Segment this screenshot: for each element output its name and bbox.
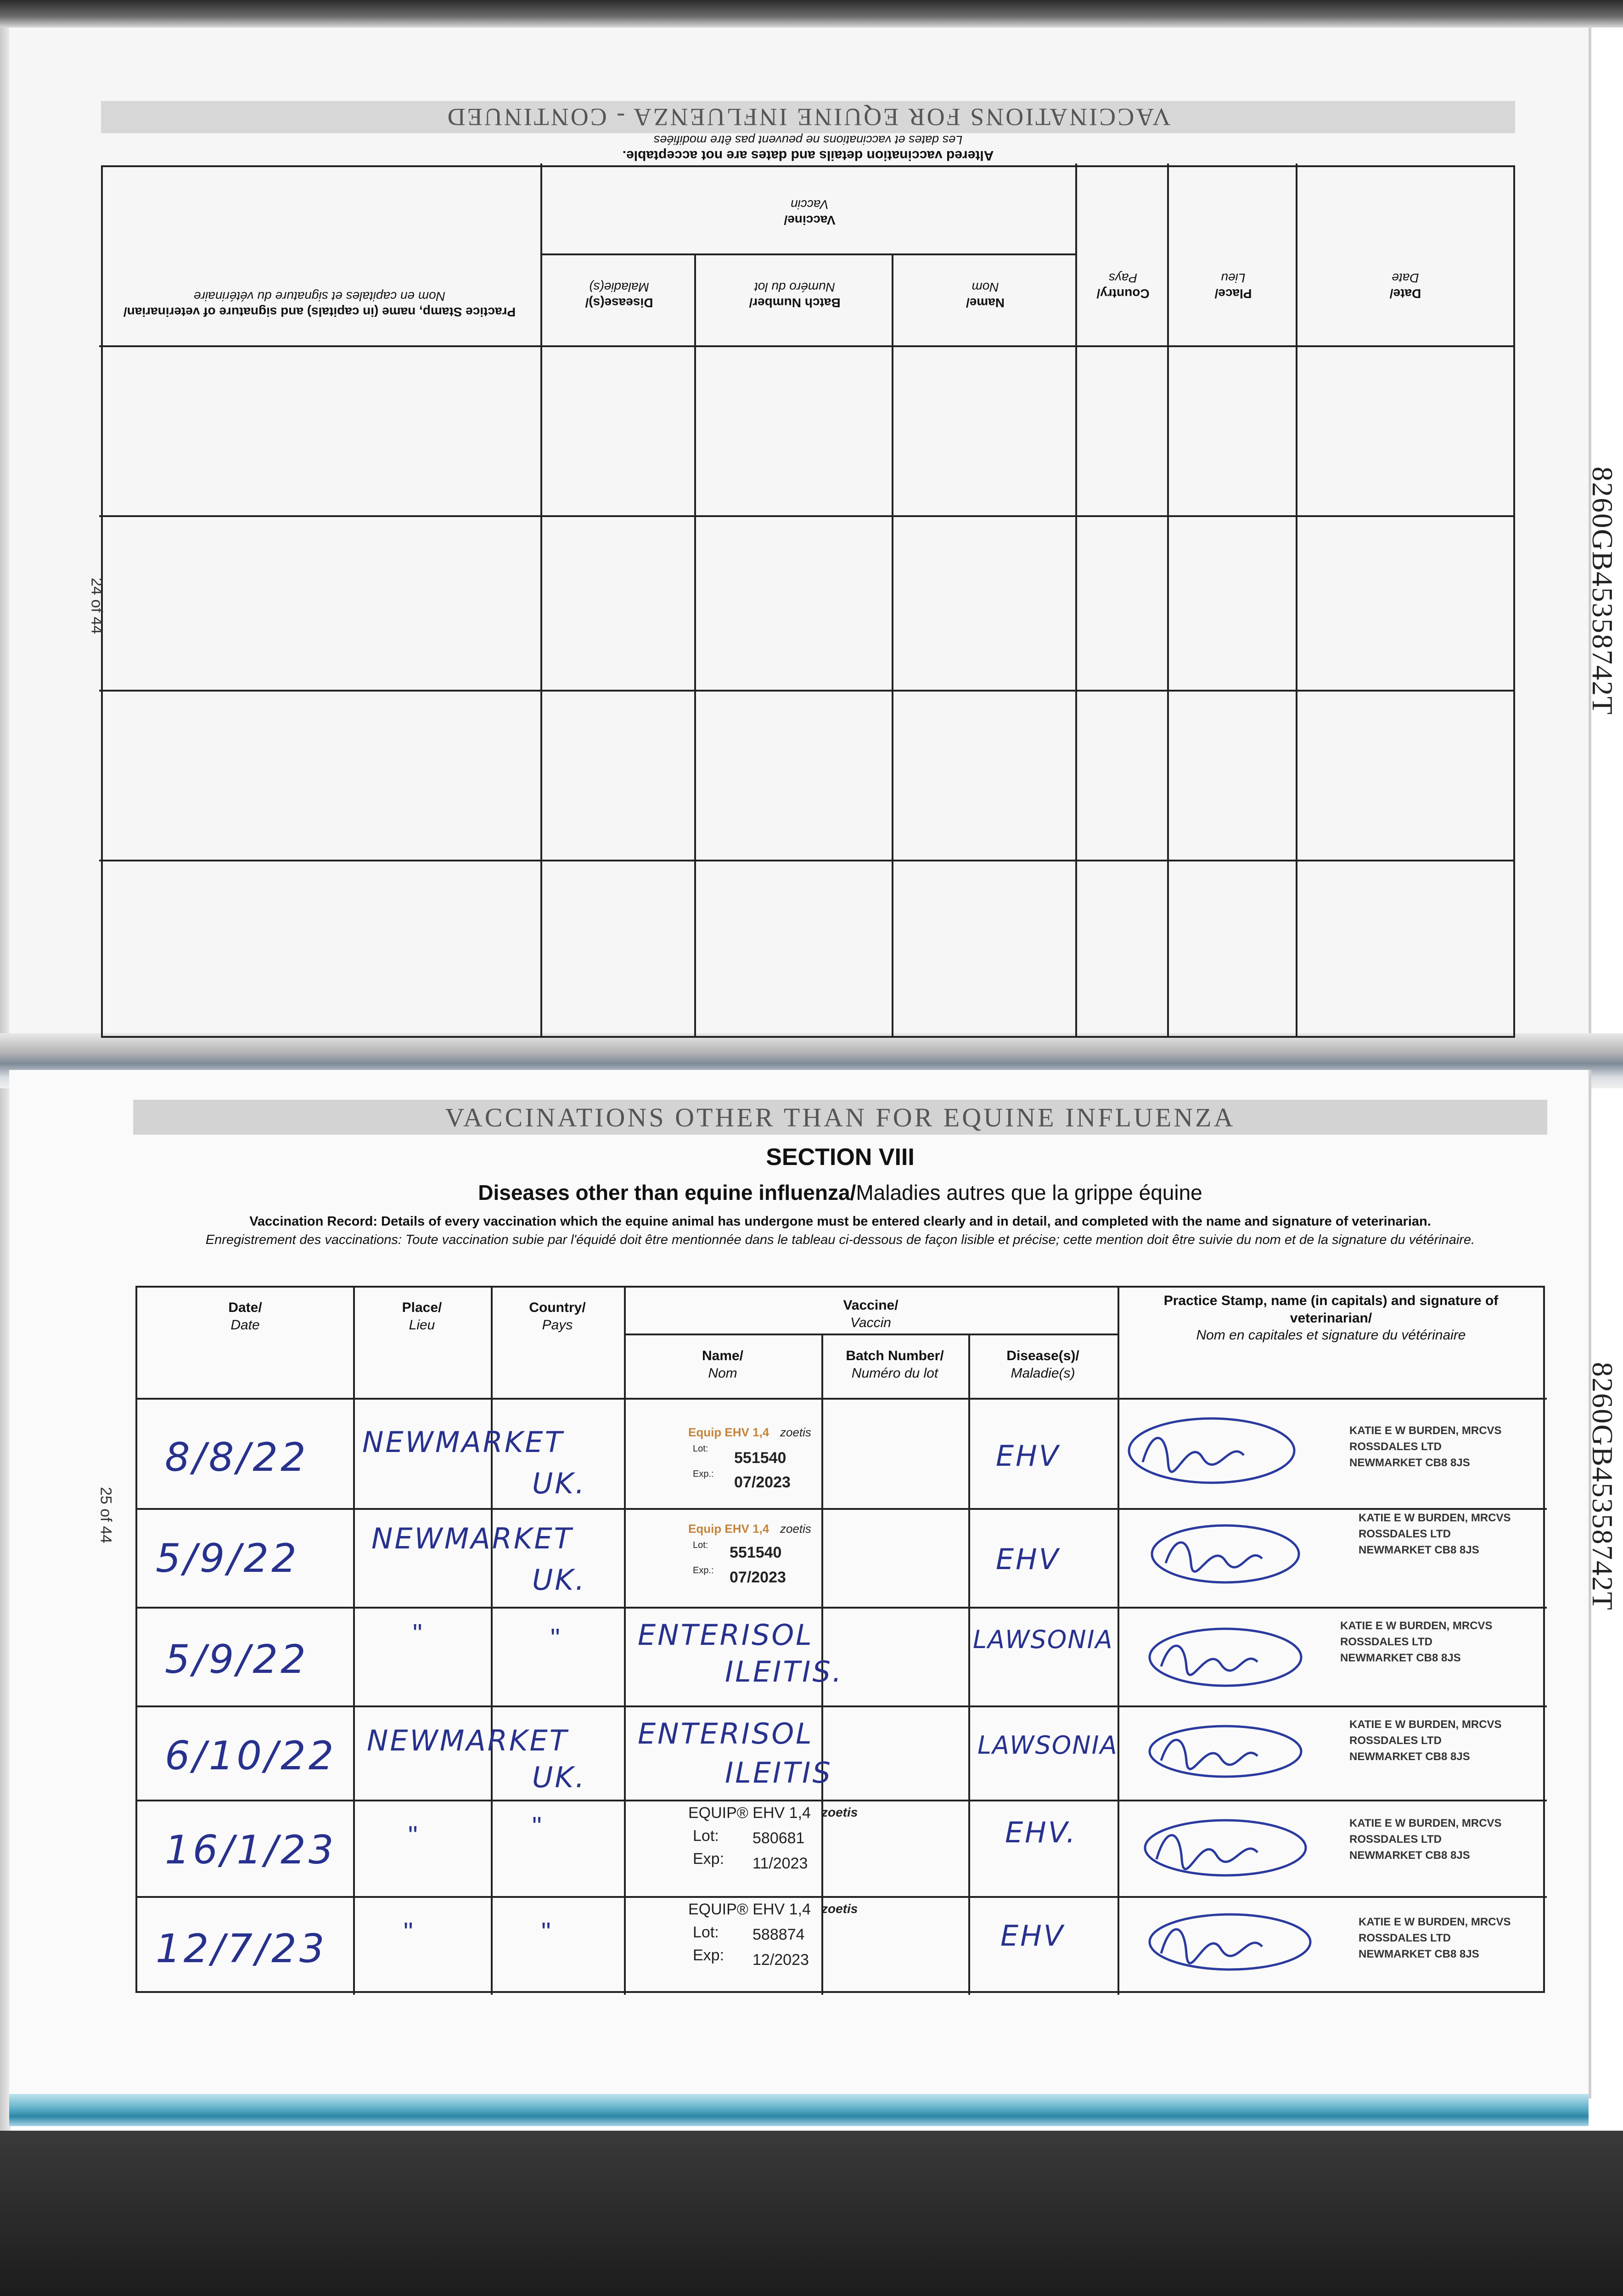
header-en: Batch Number/ — [846, 1348, 944, 1363]
header-fr: Vaccin — [791, 197, 829, 212]
row1-disease: EHV — [996, 1439, 1061, 1473]
row5-lot: 580681 — [753, 1829, 805, 1847]
header-name — [624, 1347, 821, 1382]
upper-band-title: VACCINATIONS FOR EQUINE INFLUENZA - CONTINUED — [101, 101, 1515, 133]
row5-place: " — [408, 1821, 418, 1851]
header-fr: Numéro du lot — [754, 280, 835, 295]
upper-header-batch — [696, 280, 893, 310]
header-fr: Numéro du lot — [851, 1365, 938, 1381]
header-fr: Nom — [708, 1365, 737, 1381]
vaccination-table — [135, 1286, 1545, 1993]
row6-disease: EHV — [1000, 1919, 1065, 1953]
upper-note-fr: Les dates et vaccinations ne peuvent pas être modifiées — [653, 133, 963, 147]
subtitle-en: Diseases other than equine influenza/ — [478, 1181, 856, 1204]
row1-brand: zoetis — [780, 1425, 811, 1439]
vet-stamp — [1349, 1423, 1502, 1471]
header-date — [137, 1299, 353, 1334]
header-en: Place/ — [1214, 287, 1252, 301]
col-line — [491, 1288, 493, 1995]
header-fr: Date — [230, 1317, 260, 1333]
row5-exp: 11/2023 — [753, 1855, 808, 1872]
stamp-line1: KATIE E W BURDEN, MRCVS — [1349, 1817, 1502, 1829]
lower-page-number: 25 of 44 — [97, 1487, 115, 1543]
header-en: Name/ — [966, 296, 1005, 310]
record-en: Vaccination Record: Details of every vaccination which the equine animal has undergone must be entered clearly and in detail, and completed with the name and signature of veterinarian. — [249, 1214, 1431, 1229]
header-en: Practice Stamp, name (in capitals) and signature of veterinarian/ — [1163, 1293, 1499, 1326]
row1-lot: 551540 — [734, 1449, 786, 1467]
vet-signature — [1143, 1903, 1317, 1983]
col-line — [892, 255, 893, 1036]
row2-country: UK. — [532, 1563, 586, 1597]
row5-country: " — [532, 1812, 542, 1841]
header-fr: Maladie(s) — [1011, 1365, 1075, 1381]
row4-vaccine-line1: ENTERISOL — [638, 1717, 814, 1750]
col-line — [353, 1288, 355, 1995]
vet-signature — [1147, 1517, 1303, 1593]
header-fr: Date — [1392, 271, 1419, 286]
row5-vaccine-name: EQUIP® EHV 1,4 — [688, 1804, 811, 1822]
header-en: Disease(s)/ — [1006, 1348, 1079, 1363]
vet-signature — [1124, 1412, 1299, 1492]
header-en: Country/ — [1096, 287, 1150, 301]
row6-exp: 12/2023 — [753, 1951, 809, 1969]
row6-date: 12/7/23 — [156, 1926, 327, 1972]
section-title: SECTION VIII — [766, 1144, 915, 1171]
upper-vaccination-table — [101, 165, 1515, 1038]
vet-signature — [1143, 1715, 1308, 1790]
stamp-line2: ROSSDALES LTD — [1340, 1635, 1432, 1648]
stamp-line1: KATIE E W BURDEN, MRCVS — [1349, 1424, 1502, 1437]
stamp-line2: ROSSDALES LTD — [1359, 1931, 1451, 1944]
row2-lot: 551540 — [730, 1544, 782, 1561]
row1-place: NEWMARKET — [362, 1425, 564, 1459]
upper-header-country — [1077, 270, 1169, 301]
stamp-line3: NEWMARKET CB8 8JS — [1349, 1750, 1470, 1763]
row4-disease: LAWSONIA — [977, 1731, 1118, 1760]
row3-country: " — [550, 1623, 560, 1653]
row3-place: " — [413, 1619, 422, 1649]
header-batch — [821, 1347, 968, 1382]
row-line — [624, 1334, 1118, 1335]
row3-vaccine-line2: ILEITIS. — [725, 1655, 843, 1688]
stamp-line3: NEWMARKET CB8 8JS — [1340, 1651, 1461, 1664]
row-line — [99, 860, 1513, 861]
header-en: Batch Number/ — [749, 296, 841, 310]
row6-exp-label: Exp: — [693, 1947, 724, 1964]
col-line — [1118, 1288, 1119, 1995]
upper-header-place — [1169, 270, 1297, 301]
header-country — [491, 1299, 624, 1334]
row4-country: UK. — [532, 1761, 586, 1794]
header-en: Disease(s)/ — [585, 296, 653, 310]
vaccination-record-instructions — [133, 1212, 1547, 1249]
row-line — [542, 253, 1077, 255]
upper-page-number: 24 of 44 — [88, 578, 106, 634]
row3-date: 5/9/22 — [165, 1637, 309, 1683]
row-line — [99, 690, 1513, 692]
lower-band-title: VACCINATIONS OTHER THAN FOR EQUINE INFLUENZA — [133, 1100, 1547, 1135]
row3-disease: LAWSONIA — [973, 1625, 1113, 1654]
row5-exp-label: Exp: — [693, 1850, 724, 1868]
upper-header-stamp — [108, 289, 531, 320]
row-line — [99, 515, 1513, 517]
lower-passport-number: 8260GB45358742T — [1586, 1362, 1619, 1611]
section-subtitle — [133, 1180, 1547, 1205]
stamp-line2: ROSSDALES LTD — [1349, 1734, 1442, 1747]
upper-header-vaccine — [542, 197, 1077, 228]
row3-vaccine-line1: ENTERISOL — [638, 1618, 814, 1652]
stamp-line2: ROSSDALES LTD — [1349, 1833, 1442, 1846]
stamp-line3: NEWMARKET CB8 8JS — [1359, 1543, 1479, 1556]
vet-stamp — [1340, 1618, 1493, 1666]
vet-signature — [1138, 1809, 1313, 1889]
vet-stamp — [1359, 1914, 1511, 1962]
header-vaccine — [624, 1297, 1118, 1331]
upper-header-disease — [542, 280, 696, 310]
header-stamp — [1124, 1292, 1538, 1344]
stamp-line1: KATIE E W BURDEN, MRCVS — [1349, 1718, 1502, 1731]
row2-exp: 07/2023 — [730, 1569, 786, 1586]
row-line — [137, 1607, 1547, 1609]
record-fr: Enregistrement des vaccinations: Toute vaccination subie par l'équidé doit être mentionnée dans le tableau ci-dessous de façon lisible et précise; cette mention doit être suivie du nom et de la signature du vétérinaire. — [205, 1232, 1475, 1248]
row6-lot: 588874 — [753, 1926, 805, 1943]
header-fr: Nom — [972, 280, 999, 295]
header-fr: Nom en capitales et signature du vétérinaire — [1196, 1328, 1466, 1343]
header-fr: Pays — [1108, 271, 1138, 286]
row1-country: UK. — [532, 1467, 586, 1500]
header-fr: Lieu — [409, 1317, 435, 1333]
row1-vaccine-name: Equip EHV 1,4 — [688, 1425, 769, 1439]
row-line — [99, 345, 1513, 347]
header-en: Place/ — [402, 1300, 442, 1315]
row4-date: 6/10/22 — [165, 1733, 337, 1779]
stamp-line1: KATIE E W BURDEN, MRCVS — [1359, 1512, 1511, 1524]
row1-exp-label: Exp.: — [693, 1469, 714, 1479]
subtitle-fr: Maladies autres que la grippe équine — [856, 1181, 1202, 1204]
row2-disease: EHV — [996, 1542, 1061, 1576]
col-line — [694, 255, 696, 1036]
row5-disease: EHV. — [1005, 1816, 1077, 1849]
header-en: Date/ — [228, 1300, 262, 1315]
row1-lot-label: Lot: — [693, 1444, 708, 1454]
vet-stamp — [1349, 1816, 1502, 1863]
upper-header-date — [1297, 270, 1513, 301]
row2-place: NEWMARKET — [371, 1522, 573, 1555]
row6-country: " — [541, 1917, 551, 1947]
row-line — [137, 1705, 1547, 1707]
row6-place: " — [404, 1917, 413, 1947]
scan-top-edge — [0, 0, 1623, 28]
header-en: Vaccine/ — [843, 1298, 899, 1313]
col-line — [624, 1288, 626, 1995]
row-line — [137, 1398, 1547, 1400]
row5-lot-label: Lot: — [693, 1827, 719, 1845]
row4-vaccine-line2: ILEITIS — [725, 1756, 832, 1790]
header-place — [353, 1299, 491, 1334]
row-line — [137, 1896, 1547, 1898]
row4-place: NEWMARKET — [367, 1724, 569, 1757]
header-fr: Lieu — [1221, 271, 1246, 286]
vet-stamp — [1349, 1717, 1502, 1765]
row2-date: 5/9/22 — [156, 1536, 299, 1581]
row5-brand: zoetis — [821, 1805, 858, 1819]
vet-stamp — [1359, 1510, 1511, 1558]
header-fr: Maladie(s) — [589, 280, 649, 295]
stamp-line1: KATIE E W BURDEN, MRCVS — [1359, 1916, 1511, 1928]
row2-lot-label: Lot: — [693, 1540, 708, 1550]
row6-lot-label: Lot: — [693, 1924, 719, 1941]
stamp-line2: ROSSDALES LTD — [1359, 1527, 1451, 1540]
row2-brand: zoetis — [780, 1522, 811, 1536]
stamp-line2: ROSSDALES LTD — [1349, 1440, 1442, 1453]
cover-edge — [9, 2094, 1589, 2126]
row-line — [137, 1508, 1547, 1510]
row2-exp-label: Exp.: — [693, 1565, 714, 1576]
header-fr: Nom en capitales et signature du vétérinaire — [194, 289, 445, 304]
header-fr: Pays — [542, 1317, 573, 1333]
col-line — [968, 1334, 970, 1995]
row5-date: 16/1/23 — [165, 1827, 337, 1873]
scanner-background — [0, 2131, 1623, 2296]
header-en: Practice Stamp, name (in capitals) and signature of veterinarian/ — [123, 305, 516, 319]
upper-page-content — [101, 92, 1515, 1038]
header-en: Name/ — [702, 1348, 744, 1363]
stamp-line3: NEWMARKET CB8 8JS — [1359, 1947, 1479, 1960]
row1-exp: 07/2023 — [734, 1474, 791, 1491]
stamp-line3: NEWMARKET CB8 8JS — [1349, 1456, 1470, 1469]
upper-note-en: Altered vaccination details and dates are not acceptable. — [622, 148, 994, 163]
row6-brand: zoetis — [821, 1902, 858, 1916]
stamp-line1: KATIE E W BURDEN, MRCVS — [1340, 1620, 1493, 1632]
header-disease — [968, 1347, 1118, 1382]
row6-vaccine-name: EQUIP® EHV 1,4 — [688, 1901, 811, 1918]
header-en: Date/ — [1389, 287, 1421, 301]
row2-vaccine-name: Equip EHV 1,4 — [688, 1522, 769, 1536]
header-en: Country/ — [529, 1300, 586, 1315]
header-en: Vaccine/ — [784, 213, 836, 227]
row1-date: 8/8/22 — [165, 1435, 309, 1480]
row-line — [137, 1800, 1547, 1801]
upper-header-name — [893, 280, 1077, 310]
stamp-line3: NEWMARKET CB8 8JS — [1349, 1849, 1470, 1862]
upper-passport-number: 8260GB45358742T — [1586, 467, 1619, 715]
vet-signature — [1143, 1621, 1308, 1696]
header-fr: Vaccin — [850, 1315, 891, 1330]
